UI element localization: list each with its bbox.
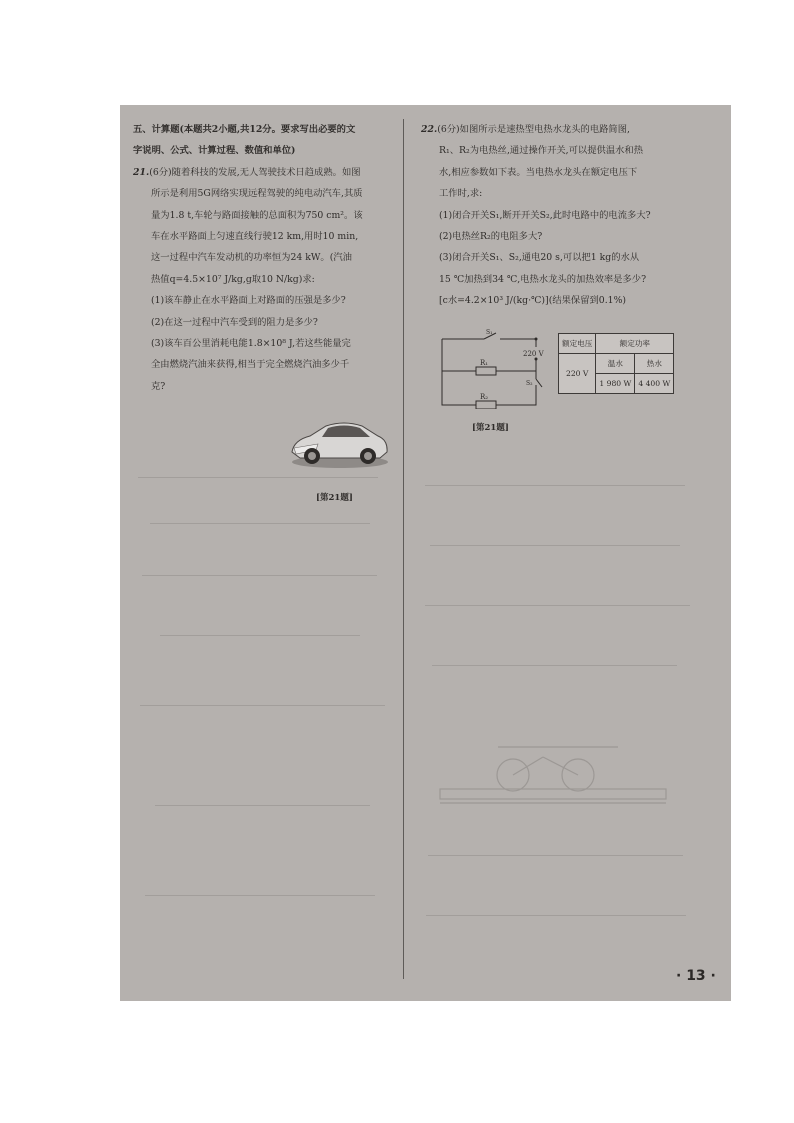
column-divider — [403, 119, 404, 979]
circuit-diagram — [436, 329, 554, 409]
table-header: 额定功率 — [596, 334, 674, 354]
question-number: 21. — [133, 166, 150, 178]
voltage-label: 220 V — [523, 350, 544, 358]
table-header: 额定电压 — [559, 334, 596, 354]
bleed-line — [140, 705, 385, 706]
bleed-line — [150, 523, 370, 524]
car-illustration — [288, 408, 390, 470]
question-number: 22. — [421, 124, 438, 135]
bleed-line — [426, 915, 686, 916]
question-text-line: (6分)如图所示是速热型电热水龙头的电路简图, — [437, 124, 630, 135]
bleed-line — [432, 665, 677, 666]
question-text-line: [c水=4.2×10³ J/(kg·℃)](结果保留到0.1%) — [439, 295, 627, 307]
bleed-line — [430, 545, 680, 546]
question-text-line: 这一过程中汽车发动机的功率恒为24 kW。(汽油 — [151, 252, 352, 264]
question-text-line: 车在水平路面上匀速直线行驶12 km,用时10 min, — [151, 231, 359, 243]
table-cell: 1 980 W — [596, 374, 635, 394]
switch-label: S₁ — [486, 329, 493, 336]
sub-question: (1)闭合开关S₁,断开开关S₂,此时电路中的电流多大? — [439, 209, 651, 221]
bleed-line — [155, 805, 370, 806]
sub-question: (3)该车百公里消耗电能1.8×10⁸ J,若这些能量完 — [151, 338, 351, 350]
question-text-line: 全由燃烧汽油来获得,相当于完全燃烧汽油多少千 — [151, 359, 350, 371]
question-text-line: 量为1.8 t,车轮与路面接触的总面积为750 cm²。该 — [151, 209, 363, 221]
question-text-line: 所示是利用5G网络实现远程驾驶的纯电动汽车,其质 — [151, 188, 363, 200]
sub-question: (2)在这一过程中汽车受到的阻力是多少? — [151, 316, 318, 328]
table-header: 温水 — [596, 354, 635, 374]
left-column — [133, 119, 399, 397]
question-text-line: 15 ℃加热到34 ℃,电热水龙头的加热效率是多少? — [439, 273, 647, 285]
bleed-through-figure — [438, 737, 668, 817]
resistor-label: R₁ — [480, 359, 489, 367]
bleed-line — [425, 605, 690, 606]
table-cell: 220 V — [559, 354, 596, 394]
scanned-page — [120, 105, 731, 1001]
question-text-line: 水,相应参数如下表。当电热水龙头在额定电压下 — [439, 166, 638, 178]
sub-question: (1)该车静止在水平路面上对路面的压强是多少? — [151, 295, 346, 307]
parameters-table — [558, 333, 674, 394]
figure-label: [第21题] — [316, 493, 353, 503]
sub-question: (2)电热丝R₂的电阻多大? — [439, 231, 543, 243]
question-text-line: 工作时,求: — [439, 188, 483, 200]
section-title-continued: 字说明、公式、计算过程、数值和单位) — [133, 145, 296, 157]
bleed-line — [425, 485, 685, 486]
switch-label: S₂ — [526, 380, 533, 387]
question-text-line: (6分)随着科技的发展,无人驾驶技术日趋成熟。如图 — [149, 166, 361, 178]
question-text-line: 克? — [151, 380, 166, 392]
figure-label: [第21题] — [472, 423, 509, 433]
question-text-line: R₁、R₂为电热丝,通过操作开关,可以提供温水和热 — [439, 145, 644, 157]
sub-question: (3)闭合开关S₁、S₂,通电20 s,可以把1 kg的水从 — [439, 252, 640, 264]
resistor-label: R₂ — [480, 393, 489, 401]
bleed-line — [145, 895, 375, 896]
bleed-line — [428, 855, 683, 856]
table-cell: 4 400 W — [635, 374, 674, 394]
question-text-line: 热值q=4.5×10⁷ J/kg,g取10 N/kg)求: — [151, 273, 315, 285]
bleed-line — [142, 575, 377, 576]
section-title: 五、计算题(本题共2小题,共12分。要求写出必要的文 — [133, 124, 356, 135]
right-column — [421, 119, 691, 312]
bleed-line — [138, 477, 378, 478]
bleed-line — [160, 635, 360, 636]
page-number: · 13 · — [676, 968, 716, 984]
table-header: 热水 — [635, 354, 674, 374]
